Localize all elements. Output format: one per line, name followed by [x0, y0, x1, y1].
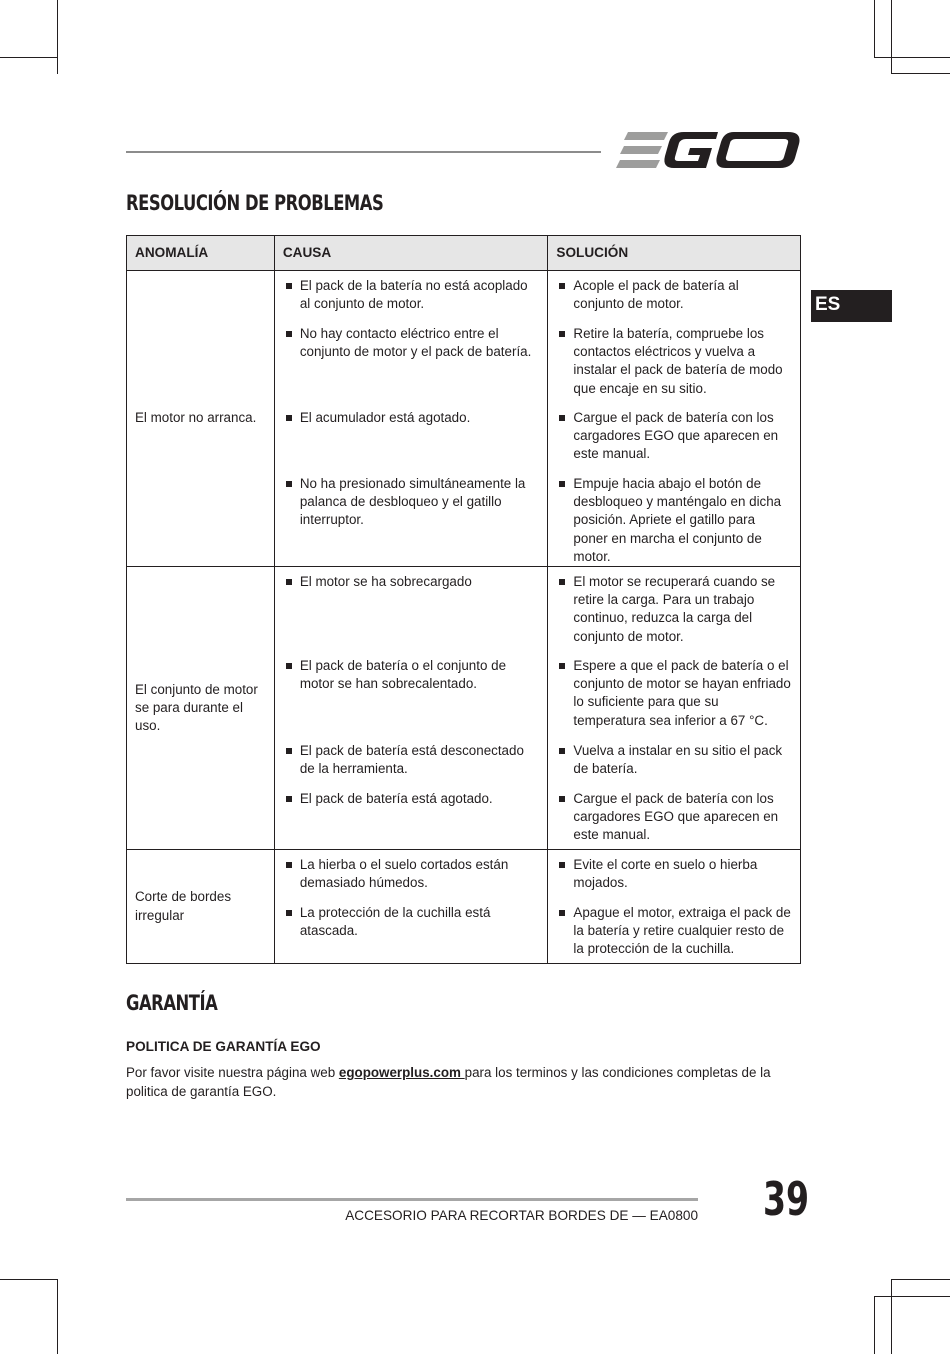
header-rule	[126, 151, 601, 153]
crop-mark	[874, 1296, 950, 1297]
solution-item: Cargue el pack de batería con los cargadores EGO que aparecen en este manual.	[556, 409, 792, 475]
warranty-paragraph	[126, 1063, 802, 1101]
anomaly-cell: El conjunto de motor se para durante el uso.	[127, 567, 275, 850]
warranty-title: GARANTÍA	[126, 991, 218, 1015]
crop-mark	[874, 57, 950, 58]
table-row	[127, 567, 801, 850]
table-header-row	[127, 236, 801, 271]
header-anomaly: ANOMALÍA	[127, 236, 275, 271]
crop-mark	[0, 1279, 57, 1280]
crop-mark	[891, 1279, 892, 1354]
cause-cell	[274, 850, 548, 964]
cause-item: El pack de batería está agotado.	[283, 790, 540, 808]
cause-cell	[274, 567, 548, 850]
anomaly-cell: El motor no arranca.	[127, 271, 275, 567]
solution-item: Empuje hacia abajo el botón de desbloqueo y manténgalo en dicha posición. Apriete el gatillo para poner en marcha el conjunto de motor.	[556, 475, 792, 566]
anomaly-cell: Corte de bordes irregular	[127, 850, 275, 964]
cause-item: El pack de batería o el conjunto de motor se han sobrecalentado.	[283, 657, 540, 742]
cause-item: El motor se ha sobrecargado	[283, 573, 540, 657]
cause-item: La hierba o el suelo cortados están demasiado húmedos.	[283, 856, 540, 904]
ego-logo	[616, 128, 802, 174]
solution-item: El motor se recuperará cuando se retire la carga. Para un trabajo continuo, reduzca la carga del conjunto de motor.	[556, 573, 792, 657]
cause-item: El acumulador está agotado.	[283, 409, 540, 475]
table-row	[127, 850, 801, 964]
cause-item: El pack de batería está desconectado de la herramienta.	[283, 742, 540, 790]
page-number: 39	[763, 1172, 810, 1226]
troubleshooting-table	[126, 235, 801, 964]
crop-mark	[891, 0, 892, 74]
crop-mark	[57, 1279, 58, 1354]
crop-mark	[874, 0, 875, 58]
cause-item: El pack de la batería no está acoplado al conjunto de motor.	[283, 277, 540, 325]
footer-doc-title: ACCESORIO PARA RECORTAR BORDES DE — EA0800	[345, 1208, 698, 1223]
crop-mark	[891, 1279, 950, 1280]
warranty-text-after: para los terminos y las condiciones completas de la politica de garantía EGO.	[126, 1065, 771, 1099]
crop-mark	[874, 1296, 875, 1354]
solution-item: Evite el corte en suelo o hierba mojados.	[556, 856, 792, 904]
solution-item: Cargue el pack de batería con los cargadores EGO que aparecen en este manual.	[556, 790, 792, 845]
solution-cell	[548, 567, 801, 850]
crop-mark	[891, 73, 950, 74]
crop-mark	[0, 57, 57, 58]
cause-item: No ha presionado simultáneamente la palanca de desbloqueo y el gatillo interruptor.	[283, 475, 540, 530]
warranty-subtitle: POLITICA DE GARANTÍA EGO	[126, 1039, 321, 1054]
solution-cell	[548, 271, 801, 567]
crop-mark	[57, 0, 58, 74]
warranty-text-before: Por favor visite nuestra página web	[126, 1065, 339, 1080]
solution-item: Apague el motor, extraiga el pack de la batería y retire cualquier resto de la protección de la cuchilla.	[556, 904, 792, 959]
solution-cell	[548, 850, 801, 964]
warranty-link[interactable]: egopowerplus.com	[338, 1065, 465, 1080]
language-tab: ES	[811, 290, 892, 322]
cause-item: La protección de la cuchilla está atascada.	[283, 904, 540, 940]
solution-item: Vuelva a instalar en su sitio el pack de batería.	[556, 742, 792, 790]
footer-rule	[126, 1198, 698, 1201]
table-row	[127, 271, 801, 567]
solution-item: Retire la batería, compruebe los contactos eléctricos y vuelva a instalar el pack de batería de modo que encaje en su sitio.	[556, 325, 792, 409]
cause-item: No hay contacto eléctrico entre el conjunto de motor y el pack de batería.	[283, 325, 540, 409]
solution-item: Acople el pack de batería al conjunto de motor.	[556, 277, 792, 325]
cause-cell	[274, 271, 548, 567]
solution-item: Espere a que el pack de batería o el conjunto de motor se hayan enfriado lo suficiente para que su temperatura sea inferior a 67 °C.	[556, 657, 792, 742]
header-solution: SOLUCIÓN	[548, 236, 801, 271]
header-cause: CAUSA	[274, 236, 548, 271]
troubleshooting-title: RESOLUCIÓN DE PROBLEMAS	[126, 191, 384, 215]
